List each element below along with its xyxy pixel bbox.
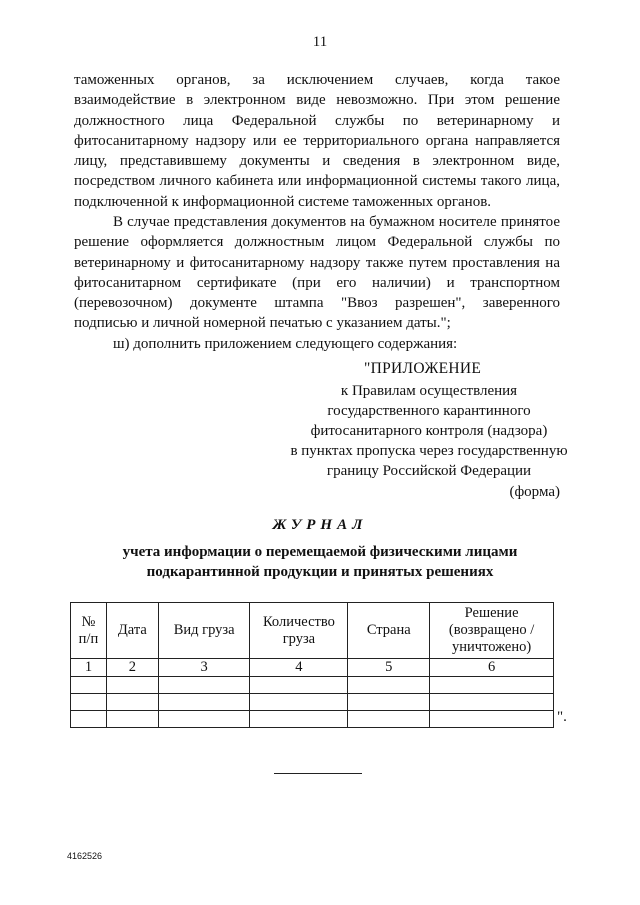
header-country: Страна [348,603,430,659]
appendix-line: к Правилам осуществления [340,383,518,399]
column-number: 3 [158,659,250,677]
text-line: таможенных органов, за исключением случаев, когда такое [74,72,560,88]
journal-title: ЖУРНАЛ [272,517,368,533]
column-number: 4 [250,659,348,677]
table-numbering-row [71,659,554,677]
text-line: В случае представления документов на бумажном носителе принятое [113,214,560,230]
appendix-heading: "ПРИЛОЖЕНИЕ [364,360,482,377]
text-line: посредством личного кабинета или информационной системы такого лица, [74,173,560,190]
text-line: решение оформляется должностным лицом Федеральной службы по [74,234,560,251]
text-line: фитосанитарному надзору или ее территориального органа направляется [74,132,560,149]
table-row [71,677,554,694]
text-line: подключенной к информационной системе таможенных органов. [74,193,492,210]
text-line: фитосанитарном сертификате (при его наличии) и транспортном [74,274,560,291]
text-line: ш) дополнить приложением следующего содержания: [113,336,458,352]
header-decision: Решение (возвращено / уничтожено) [430,603,554,659]
appendix-line: в пунктах пропуска через государственную [290,443,568,459]
subtitle-line: учета информации о перемещаемой физическими лицами [122,544,518,560]
header-number: № п/п [71,603,107,659]
separator-line [274,773,362,774]
appendix-caption [258,381,600,481]
appendix-line: государственного карантинного [327,403,531,419]
closing-quote: ". [557,709,567,725]
table-row [71,711,554,728]
appendix-line: границу Российской Федерации [326,463,532,479]
text-line: подписью и личной номерной печатью с указанием даты."; [74,315,451,332]
column-number: 1 [71,659,107,677]
text-line: лицу, представившему документы и сведения в электронном виде, [74,153,560,170]
page-number: 11 [312,34,328,50]
paragraph-1 [74,70,560,212]
text-line: (перевозочном) документе штампа "Ввоз разрешен", заверенного [74,295,560,312]
table-header-row [71,603,554,659]
document-code: 4162526 [67,851,103,861]
text-line: должностного лица Федеральной службы по ветеринарному и [74,112,560,129]
paragraph-2 [74,212,560,334]
text-line: взаимодействие в электронном виде невозможно. При этом решение [74,92,560,109]
journal-table [70,602,554,728]
column-number: 2 [106,659,158,677]
table-row [71,694,554,711]
header-cargo-type: Вид груза [158,603,250,659]
subtitle-line: подкарантинной продукции и принятых решениях [146,564,494,580]
appendix-line: фитосанитарного контроля (надзора) [310,423,548,439]
form-label: (форма) [509,484,560,500]
column-number: 5 [348,659,430,677]
journal-subtitle [0,542,640,582]
paragraph-3 [74,334,560,354]
column-number: 6 [430,659,554,677]
header-date: Дата [106,603,158,659]
header-cargo-quantity: Количество груза [250,603,348,659]
text-line: ветеринарному и фитосанитарному надзору также путем проставления на [74,254,560,271]
